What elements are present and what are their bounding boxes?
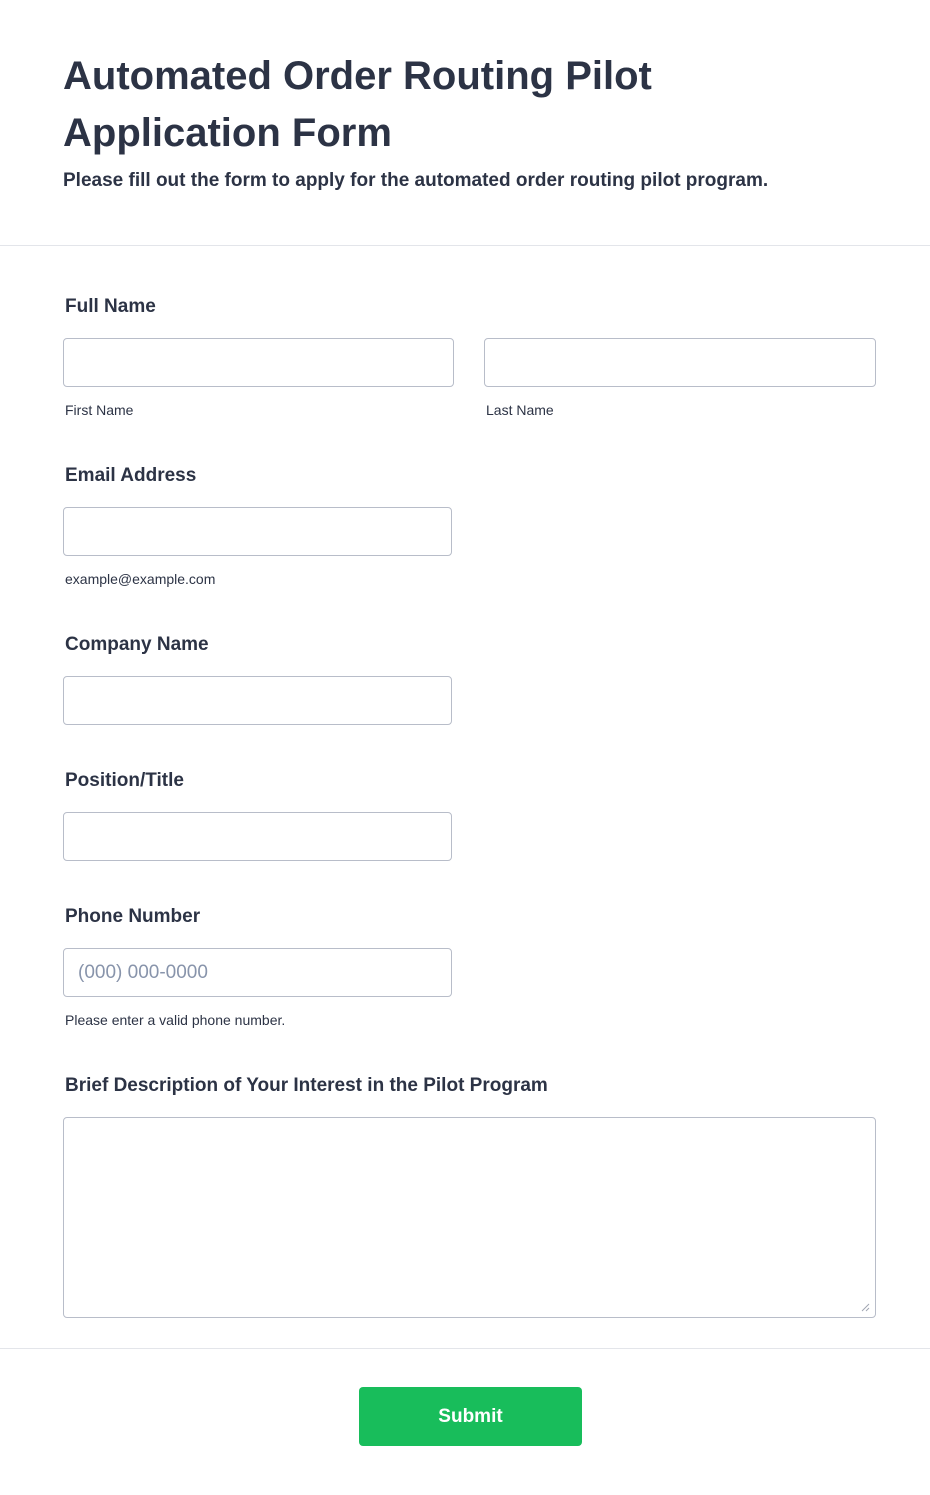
full-name-label: Full Name: [65, 296, 156, 317]
last-name-sublabel: Last Name: [486, 402, 554, 418]
header-divider: [0, 245, 930, 246]
page-title: Automated Order Routing Pilot Application Form: [63, 54, 652, 155]
position-input[interactable]: [63, 812, 452, 861]
email-sublabel: example@example.com: [65, 571, 216, 587]
email-input[interactable]: [63, 507, 452, 556]
resize-handle-icon[interactable]: [860, 1302, 870, 1312]
page-subtitle: Please fill out the form to apply for the automated order routing pilot program.: [63, 170, 769, 191]
submit-button[interactable]: Submit: [359, 1387, 582, 1446]
email-label: Email Address: [65, 465, 197, 486]
phone-input[interactable]: [63, 948, 452, 997]
company-label: Company Name: [65, 634, 209, 655]
description-label: Brief Description of Your Interest in the Pilot Program: [65, 1075, 548, 1096]
description-textarea[interactable]: [63, 1117, 876, 1318]
phone-sublabel: Please enter a valid phone number.: [65, 1012, 286, 1028]
form-header: [63, 48, 863, 194]
first-name-input[interactable]: [63, 338, 454, 387]
position-label: Position/Title: [65, 770, 184, 791]
footer-divider: [0, 1348, 930, 1349]
first-name-sublabel: First Name: [65, 402, 134, 418]
last-name-input[interactable]: [484, 338, 876, 387]
phone-label: Phone Number: [65, 906, 201, 927]
company-input[interactable]: [63, 676, 452, 725]
